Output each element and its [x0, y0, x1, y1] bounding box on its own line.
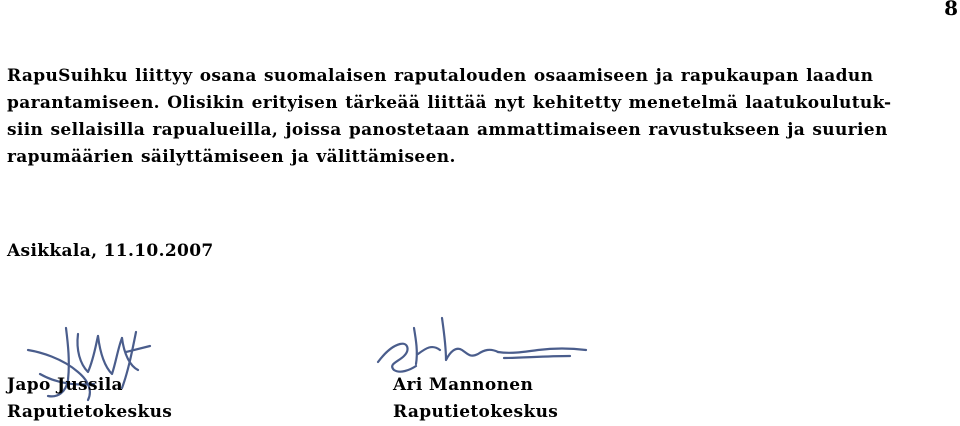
signatory-mannonen — [393, 372, 558, 426]
signatory-jussila — [7, 372, 172, 426]
body-paragraph: RapuSuihku liittyy osana suomalaisen raputalouden osaamiseen ja rapukaupan laadun parantamiseen. Olisikin erityisen tärkeää liittää nyt kehitetty menetelmä laatukoulutuk- siin sellaisilla rapualueilla, joissa panostetaan ammattimaiseen ravustukseen ja suurien rapumäärien säilyttämiseen ja välittämiseen. — [7, 66, 892, 167]
signatory-organization: Raputietokeskus — [7, 402, 173, 422]
place-date: Asikkala, 11.10.2007 — [7, 241, 214, 261]
signatory-name: Ari Mannonen — [393, 375, 534, 395]
signatory-name: Japo Jussila — [7, 375, 123, 395]
signatory-organization: Raputietokeskus — [393, 402, 559, 422]
page-number: 8 — [944, 0, 958, 20]
